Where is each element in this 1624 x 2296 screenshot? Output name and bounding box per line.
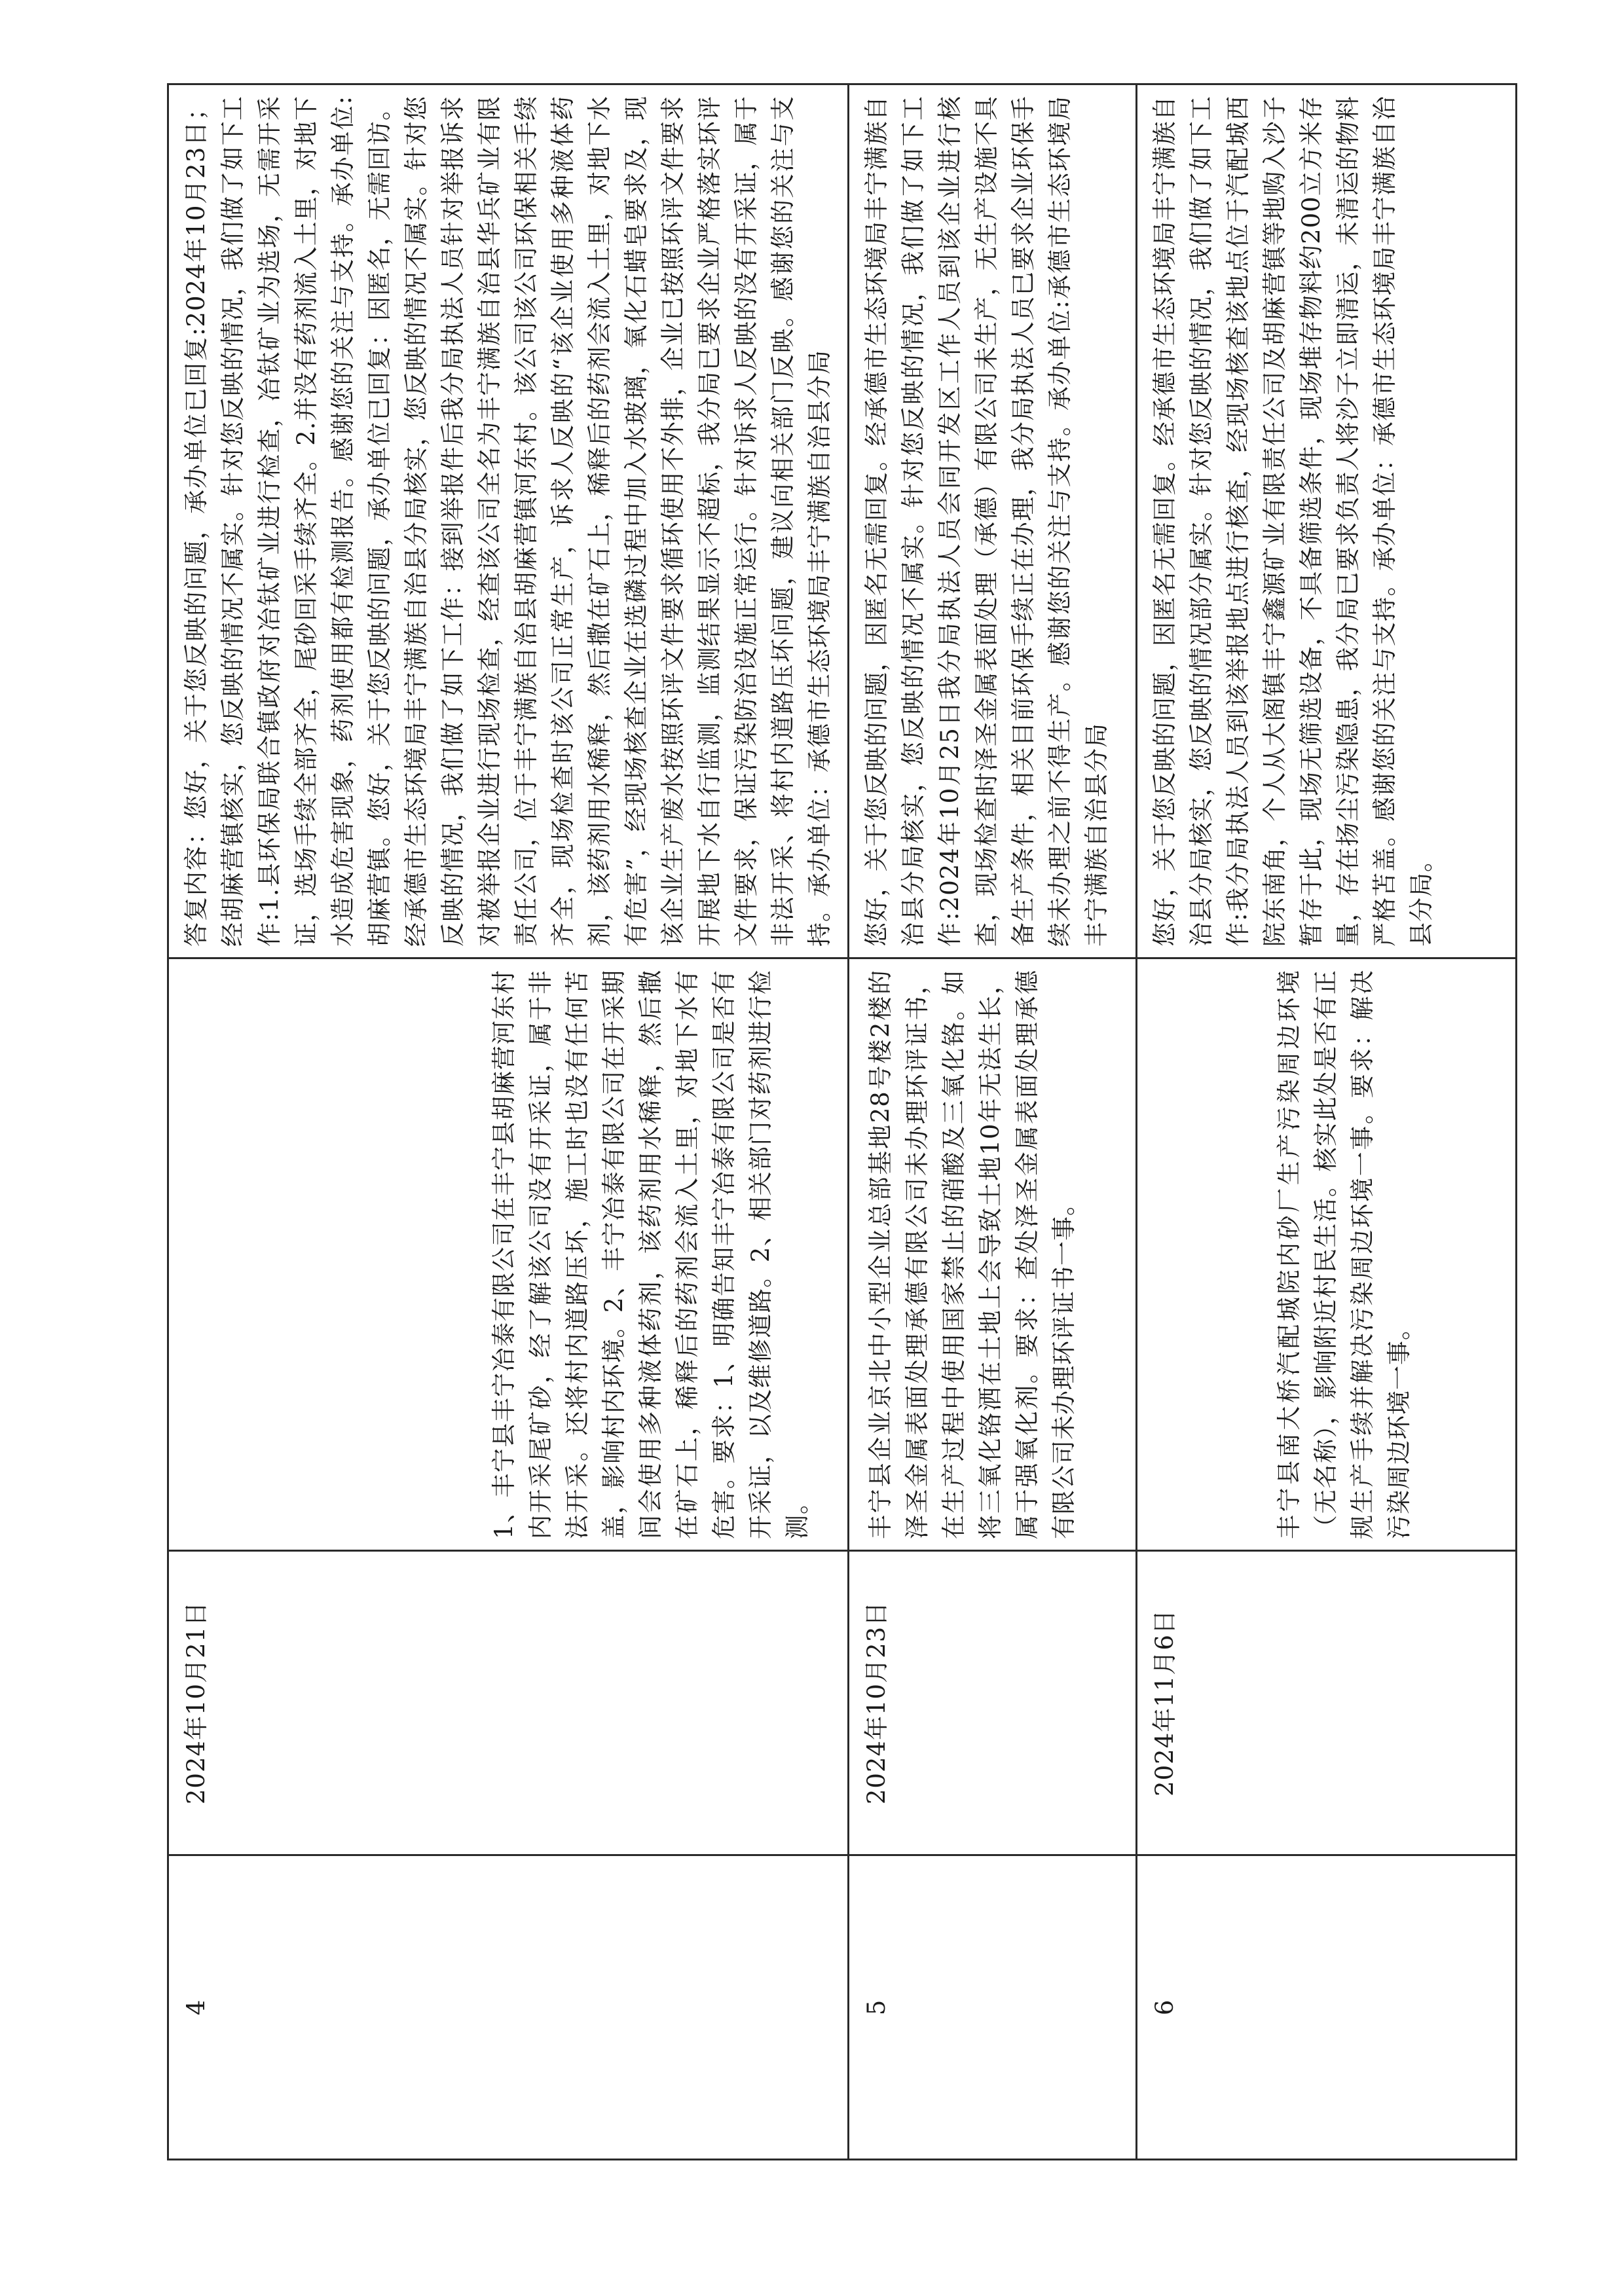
complaint-date: 2024年10月23日 [862, 1601, 891, 1805]
reply-content: 您好，关于您反映的问题，因匿名无需回复。经承德市生态环境局丰宁满族自治县分局核实，您反映的情况部分属实。针对您反映的情况，我们做了如下工作:我分局执法人员到该举报地点进行核查，经现场核查该地点位于汽配城西院东南角，个人从大阁镇丰宁鑫源矿业有限责任公司及胡麻营镇等地购入沙子暂存于此，现场无筛选设备，不具备筛选条件，现场堆存物料约200立方米存量，存在扬尘污染隐患，我分局已要求负责人将沙子立即清运，未清运的物料严格苫盖。感谢您的关注与支持。承办单位：承德市生态环境局丰宁满族自治县分局。 [1151, 96, 1435, 947]
table-row [168, 84, 849, 2160]
complaint-content-cell [168, 958, 849, 1551]
table-row [1137, 84, 1517, 2160]
row-number-cell [1137, 1855, 1517, 2160]
reply-content: 答复内容：您好，关于您反映的问题，承办单位已回复:2024年10月23日；经胡麻营镇核实，您反映的情况不属实。针对您反映的情况，我们做了如下工作:1.县环保局联合镇政府对冶钛矿业进行检查，冶钛矿业为选场，无需开采证，选场手续全部齐全，尾砂回采手续齐全。2.并没有药剂流入土里，对地下水造成危害现象，药剂使用都有检测报告。感谢您的关注与支持。承办单位:胡麻营镇。您好，关于您反映的问题，承办单位已回复：因匿名，无需回访。经承德市生态环境局丰宁满族自治县分局核实，您反映的情况不属实。针对您反映的情况，我们做了如下工作：接到举报件后我分局执法人员针对举报诉求对被举报企业进行现场检查，经查该公司全名为丰宁满族自治县华兵矿业有限责任公司，位于丰宁满族自治县胡麻营镇河东村。该公司该公司环保相关手续齐全，现场检查时该公司正常生产，诉求人反映的“该企业使用多种液体药剂，该药剂用水稀释，然后撒在矿石上，稀释后的药剂会流入土里，对地下水有危害”，经现场核查企业在选磷过程中加入水玻璃，氧化石蜡皂要求及，现该企业生产废水按照环评文件要求循环使用不外排，企业已按照环评文件要求开展地下水自行监测，监测结果显示不超标，我分局已要求企业严格落实环评文件要求，保证污染防治设施正常运行。针对诉求人反映的没有开采证，属于非法开采、将村内道路压坏问题，建议向相关部门反映。感谢您的关注与支持。承办单位：承德市生态环境局丰宁满族自治县分局 [182, 96, 834, 947]
complaint-date: 2024年10月21日 [182, 1601, 210, 1805]
complaint-content: 1、丰宁县丰宁冶泰有限公司在丰宁县胡麻营河东村内开采尾矿砂，经了解该公司没有开采证，属于非法开采。还将村内道路压坏，施工时也没有任何苫盖，影响村内环境。2、丰宁冶泰有限公司在开采期间会使用多种液体药剂，该药剂用水稀释，然后撒在矿石上，稀释后的药剂会流入土里，对地下水有危害。要求：1、明确告知丰宁冶泰有限公司是否有开采证，以及维修道路。2、相关部门对药剂进行检测。 [490, 970, 811, 1539]
complaint-content-cell [849, 958, 1137, 1551]
date-cell [168, 1551, 849, 1855]
row-number: 6 [1151, 1999, 1179, 2016]
row-number: 5 [862, 1999, 891, 2016]
reply-cell [1137, 84, 1517, 958]
complaint-table-page [167, 96, 1490, 2160]
complaint-content: 丰宁县南大桥汽配城院内砂厂生产污染周边环境（无名称），影响附近村民生活。核实此处是否有正规生产手续并解决污染周边环境一事。要求：解决污染周边环境一事。 [1275, 970, 1413, 1539]
complaint-content: 丰宁县企业京北中小型企业总部基地28号楼2楼的泽圣金属表面处理承德有限公司未办理环评证书，在生产过程中使用国家禁止的硝酸及三氧化铬。如将三氧化铬洒在土地上会导致土地10年无法生长，属于强氧化剂。要求：查处泽圣金属表面处理承德有限公司未办理环评证书一事。 [866, 970, 1078, 1539]
complaint-date: 2024年11月6日 [1151, 1609, 1179, 1796]
date-cell [1137, 1551, 1517, 1855]
row-number: 4 [182, 1999, 210, 2016]
complaint-table [167, 83, 1517, 2160]
row-number-cell [849, 1855, 1137, 2160]
reply-cell [168, 84, 849, 958]
table-row [849, 84, 1137, 2160]
date-cell [849, 1551, 1137, 1855]
complaint-content-cell [1137, 958, 1517, 1551]
row-number-cell [168, 1855, 849, 2160]
reply-content: 您好，关于您反映的问题，因匿名无需回复。经承德市生态环境局丰宁满族自治县分局核实，您反映的情况不属实。针对您反映的情况，我们做了如下工作:2024年10月25日我分局执法人员会同开发区工作人员到该企业进行核查，现场检查时泽圣金属表面处理（承德）有限公司未生产，无生产设施不具备生产条件，相关目前环保手续正在办理，我分局执法人员已要求企业环保手续未办理之前不得生产。感谢您的关注与支持。承办单位:承德市生态环境局丰宁满族自治县分局 [862, 96, 1111, 947]
reply-cell [849, 84, 1137, 958]
